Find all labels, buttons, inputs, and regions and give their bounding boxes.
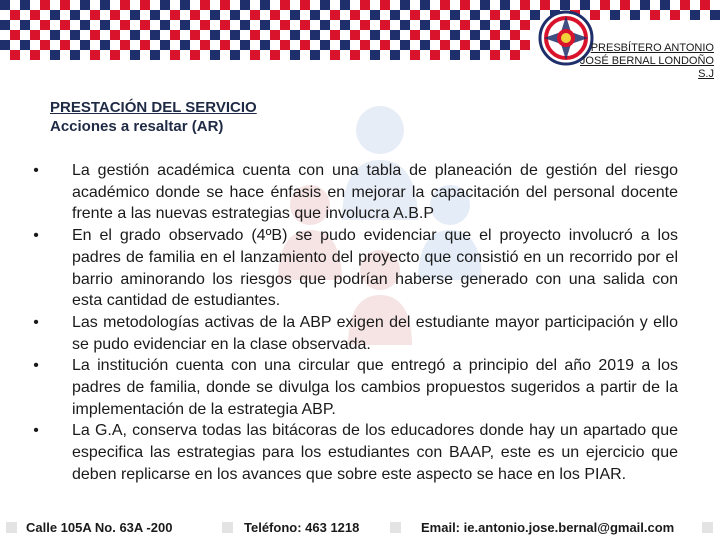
- footer-square-icon: [222, 522, 233, 533]
- list-item-text: La G.A, conserva todas las bitácoras de los educadores donde hay un apartado que especifica las estrategias para los estudiantes con BAAP, este es un ejercicio que deben replicarse en los avances que sobre este aspecto se hace en los PIAR.: [72, 422, 678, 483]
- checker-square: [80, 20, 90, 30]
- checker-square: [260, 0, 270, 10]
- checker-square: [510, 10, 520, 20]
- list-item: [26, 160, 678, 225]
- checker-square: [80, 40, 90, 50]
- checker-square: [310, 10, 320, 20]
- checker-square: [190, 10, 200, 20]
- bullet-icon: •: [33, 357, 39, 375]
- checker-square: [130, 10, 140, 20]
- checker-square: [500, 20, 510, 30]
- checker-square: [440, 40, 450, 50]
- checker-square: [370, 30, 380, 40]
- checker-square: [380, 20, 390, 30]
- checker-square: [90, 10, 100, 20]
- checker-square: [290, 10, 300, 20]
- checker-square: [170, 30, 180, 40]
- school-name: PRESBÍTERO ANTONIO JOSÉ BERNAL LONDOÑO S.J: [579, 42, 714, 80]
- checker-square: [200, 40, 210, 50]
- checker-square: [110, 50, 120, 60]
- checker-square: [480, 40, 490, 50]
- checker-square: [30, 50, 40, 60]
- checker-square: [210, 10, 220, 20]
- checker-square: [240, 40, 250, 50]
- checker-square: [630, 10, 640, 20]
- footer-contact-bar: [0, 516, 720, 538]
- checker-square: [390, 30, 400, 40]
- checker-square: [90, 50, 100, 60]
- checker-square: [320, 0, 330, 10]
- checker-square: [120, 40, 130, 50]
- checker-square: [200, 0, 210, 10]
- checker-square: [160, 0, 170, 10]
- checker-square: [330, 50, 340, 60]
- checker-square: [410, 50, 420, 60]
- footer-square-icon: [390, 522, 401, 533]
- checker-square: [490, 30, 500, 40]
- checker-square: [660, 0, 670, 10]
- checker-square: [220, 20, 230, 30]
- checker-square: [450, 10, 460, 20]
- checker-square: [330, 30, 340, 40]
- checker-square: [280, 20, 290, 30]
- checker-square: [40, 0, 50, 10]
- checker-square: [390, 10, 400, 20]
- checker-square: [260, 40, 270, 50]
- checker-square: [370, 50, 380, 60]
- checker-square: [470, 10, 480, 20]
- checker-square: [100, 40, 110, 50]
- checker-square: [450, 50, 460, 60]
- checker-square: [200, 20, 210, 30]
- checker-square: [460, 0, 470, 10]
- checker-square: [320, 20, 330, 30]
- footer-email: Email: ie.antonio.jose.bernal@gmail.com: [421, 520, 675, 535]
- checker-square: [140, 20, 150, 30]
- checker-square: [50, 10, 60, 20]
- footer-phone: Teléfono: 463 1218: [244, 520, 360, 535]
- footer-address: Calle 105A No. 63A -200: [26, 520, 173, 535]
- checker-square: [20, 40, 30, 50]
- checker-square: [170, 10, 180, 20]
- checker-square: [250, 50, 260, 60]
- actions-list: [26, 160, 678, 486]
- checker-square: [380, 40, 390, 50]
- checker-square: [230, 10, 240, 20]
- checker-square: [340, 0, 350, 10]
- checker-square: [410, 30, 420, 40]
- checker-square: [110, 30, 120, 40]
- checker-square: [290, 30, 300, 40]
- checker-square: [400, 40, 410, 50]
- checker-square: [180, 40, 190, 50]
- list-item-text: Las metodologías activas de la ABP exigen del estudiante mayor participación y ello se pudo evidenciar en la clase observada.: [72, 313, 678, 353]
- page-title: PRESTACIÓN DEL SERVICIO: [50, 99, 257, 116]
- bullet-icon: •: [33, 227, 39, 245]
- checker-square: [280, 0, 290, 10]
- checker-square: [30, 10, 40, 20]
- checker-square: [100, 20, 110, 30]
- checker-square: [270, 10, 280, 20]
- checker-square: [210, 50, 220, 60]
- checker-square: [100, 0, 110, 10]
- bullet-icon: •: [33, 422, 39, 440]
- checker-square: [80, 0, 90, 10]
- checker-square: [420, 20, 430, 30]
- checker-square: [520, 40, 530, 50]
- checker-square: [350, 50, 360, 60]
- checker-square: [0, 0, 10, 10]
- checker-square: [120, 20, 130, 30]
- checker-square: [10, 50, 20, 60]
- checker-square: [230, 30, 240, 40]
- checker-square: [430, 50, 440, 60]
- checker-square: [600, 0, 610, 10]
- checker-square: [20, 20, 30, 30]
- checker-square: [610, 10, 620, 20]
- checker-square: [560, 0, 570, 10]
- checker-square: [250, 10, 260, 20]
- checker-square: [510, 30, 520, 40]
- checker-square: [40, 20, 50, 30]
- checker-square: [320, 40, 330, 50]
- checker-square: [500, 40, 510, 50]
- checker-square: [350, 30, 360, 40]
- checker-square: [350, 10, 360, 20]
- footer-square-icon: [702, 522, 713, 533]
- list-item: [26, 312, 678, 355]
- checker-square: [710, 10, 720, 20]
- checker-square: [150, 30, 160, 40]
- checker-square: [450, 30, 460, 40]
- checker-square: [490, 50, 500, 60]
- checker-square: [620, 0, 630, 10]
- list-item-text: La gestión académica cuenta con una tabla de planeación de gestión del riesgo académico donde se hace énfasis en mejorar la capacitación del personal docente frente a las nuevas estrategias que involucra A.B.P: [72, 162, 678, 223]
- checker-square: [190, 50, 200, 60]
- checker-square: [60, 0, 70, 10]
- checker-square: [700, 0, 710, 10]
- checker-square: [60, 40, 70, 50]
- checker-square: [50, 30, 60, 40]
- checker-square: [90, 30, 100, 40]
- checker-square: [500, 0, 510, 10]
- checker-square: [10, 30, 20, 40]
- checker-square: [0, 40, 10, 50]
- checker-square: [420, 40, 430, 50]
- checker-square: [480, 20, 490, 30]
- checker-square: [60, 20, 70, 30]
- checker-square: [410, 10, 420, 20]
- checker-square: [180, 0, 190, 10]
- checker-square: [690, 10, 700, 20]
- checker-square: [210, 30, 220, 40]
- checker-square: [340, 40, 350, 50]
- checker-square: [130, 50, 140, 60]
- checker-square: [300, 40, 310, 50]
- checker-square: [370, 10, 380, 20]
- checker-square: [170, 50, 180, 60]
- checker-square: [310, 50, 320, 60]
- checker-square: [260, 20, 270, 30]
- checker-square: [150, 10, 160, 20]
- checker-square: [440, 0, 450, 10]
- checker-square: [300, 20, 310, 30]
- checker-square: [150, 50, 160, 60]
- checker-square: [70, 30, 80, 40]
- checker-square: [460, 20, 470, 30]
- checker-square: [300, 0, 310, 10]
- list-item: [26, 420, 678, 485]
- checker-square: [270, 50, 280, 60]
- checker-square: [470, 50, 480, 60]
- list-item-text: La institución cuenta con una circular que entregó a principio del año 2019 a los padres de familia, donde se divulga los cambios propuestos sugeridos a partir de la implementación de la estrategia ABP.: [72, 357, 678, 418]
- list-item: [26, 355, 678, 420]
- checker-square: [30, 30, 40, 40]
- section-heading: [50, 98, 257, 136]
- checker-square: [190, 30, 200, 40]
- checker-square: [70, 10, 80, 20]
- checker-square: [330, 10, 340, 20]
- checker-square: [540, 0, 550, 10]
- checker-square: [180, 20, 190, 30]
- checker-square: [490, 10, 500, 20]
- footer-square-icon: [6, 522, 17, 533]
- checker-square: [580, 0, 590, 10]
- checker-square: [40, 40, 50, 50]
- checker-square: [680, 0, 690, 10]
- checker-square: [110, 10, 120, 20]
- checker-square: [20, 0, 30, 10]
- checker-square: [360, 0, 370, 10]
- checker-square: [130, 30, 140, 40]
- checker-square: [310, 30, 320, 40]
- checker-square: [70, 50, 80, 60]
- checker-square: [140, 0, 150, 10]
- checker-square: [460, 40, 470, 50]
- checker-square: [50, 50, 60, 60]
- list-item: [26, 225, 678, 312]
- checker-square: [440, 20, 450, 30]
- checker-square: [430, 10, 440, 20]
- checker-square: [390, 50, 400, 60]
- checker-square: [510, 50, 520, 60]
- list-item-text: En el grado observado (4ºB) se pudo evidenciar que el proyecto involucró a los padres de familia en el lanzamiento del proyecto que consistió en un recorrido por el barrio aminorando los riesgos que podrían haberse generado con una salida con esta cantidad de estudiantes.: [72, 227, 678, 310]
- checker-square: [360, 20, 370, 30]
- checker-square: [470, 30, 480, 40]
- checker-square: [340, 20, 350, 30]
- checker-square: [0, 20, 10, 30]
- checker-square: [640, 0, 650, 10]
- checker-square: [380, 0, 390, 10]
- checker-square: [160, 40, 170, 50]
- checker-square: [400, 0, 410, 10]
- checker-square: [220, 40, 230, 50]
- checker-square: [520, 20, 530, 30]
- checker-square: [270, 30, 280, 40]
- checker-square: [10, 10, 20, 20]
- checker-square: [360, 40, 370, 50]
- checker-square: [240, 0, 250, 10]
- checker-square: [650, 10, 660, 20]
- checker-square: [220, 0, 230, 10]
- checker-square: [420, 0, 430, 10]
- checker-square: [120, 0, 130, 10]
- checker-square: [520, 0, 530, 10]
- bullet-icon: •: [33, 313, 39, 331]
- checker-square: [430, 30, 440, 40]
- bullet-icon: •: [33, 162, 39, 179]
- checker-square: [290, 50, 300, 60]
- checker-square: [400, 20, 410, 30]
- checker-square: [280, 40, 290, 50]
- checker-square: [230, 50, 240, 60]
- checker-square: [140, 40, 150, 50]
- checker-square: [670, 10, 680, 20]
- checker-square: [240, 20, 250, 30]
- checker-square: [250, 30, 260, 40]
- page-subtitle: Acciones a resaltar (AR): [50, 118, 224, 135]
- checker-square: [160, 20, 170, 30]
- checker-square: [480, 0, 490, 10]
